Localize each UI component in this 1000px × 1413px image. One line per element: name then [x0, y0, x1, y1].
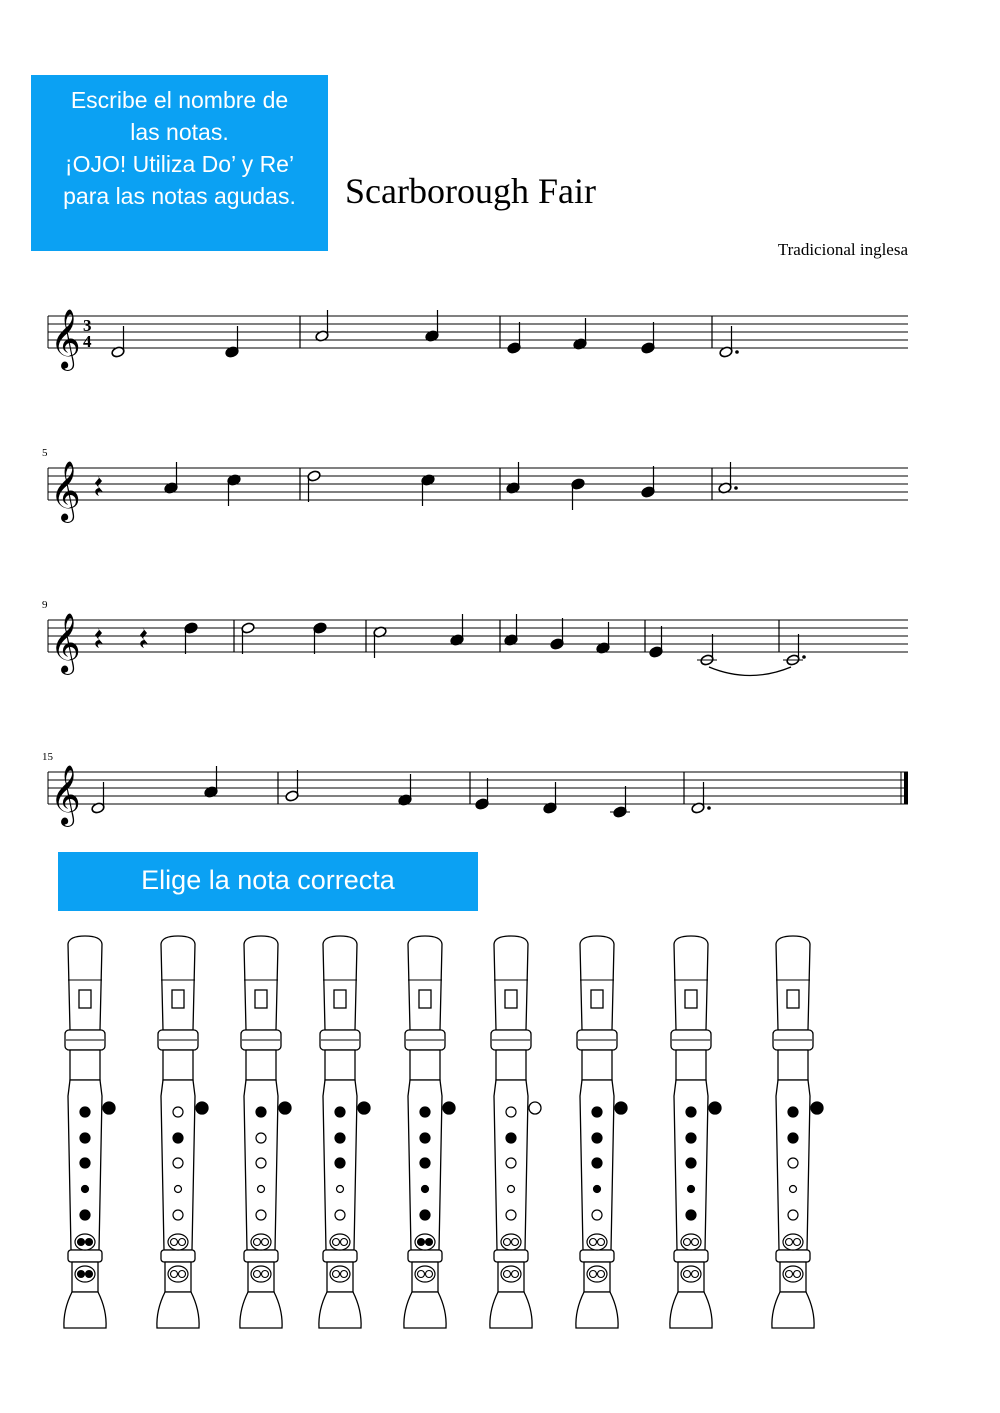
finger-hole [506, 1107, 516, 1117]
finger-hole [256, 1133, 266, 1143]
finger-hole [788, 1133, 798, 1143]
finger-hole [335, 1133, 345, 1143]
recorder-head [674, 936, 708, 1030]
recorder-window [787, 990, 799, 1008]
double-hole [171, 1271, 178, 1278]
double-hole [598, 1239, 605, 1246]
recorder-neck [410, 1050, 440, 1080]
finger-hole [337, 1186, 344, 1193]
double-hole [794, 1271, 801, 1278]
finger-hole [790, 1186, 797, 1193]
finger-hole [258, 1186, 265, 1193]
thumb-hole [279, 1102, 291, 1114]
recorder-neck [325, 1050, 355, 1080]
measure-number: 15 [42, 751, 53, 763]
double-hole [78, 1239, 85, 1246]
thumb-hole [811, 1102, 823, 1114]
recorder-bell [670, 1292, 712, 1328]
recorder-window [591, 990, 603, 1008]
double-hole [512, 1271, 519, 1278]
recorder-head [494, 936, 528, 1030]
finger-hole [686, 1158, 696, 1168]
recorder-neck [582, 1050, 612, 1080]
treble-clef: 𝄞 [50, 461, 81, 521]
double-hole [504, 1239, 511, 1246]
finger-hole [80, 1133, 90, 1143]
recorder-neck [70, 1050, 100, 1080]
choose-note-banner: Elige la nota correcta [58, 852, 478, 911]
double-hole [426, 1239, 433, 1246]
double-hole [684, 1239, 691, 1246]
finger-hole [686, 1133, 696, 1143]
finger-hole [80, 1107, 90, 1117]
finger-hole [594, 1186, 601, 1193]
finger-hole [506, 1158, 516, 1168]
double-hole [254, 1239, 261, 1246]
finger-hole [175, 1186, 182, 1193]
finger-hole [422, 1186, 429, 1193]
recorder-bell [157, 1292, 199, 1328]
double-hole [692, 1239, 699, 1246]
finger-hole [256, 1210, 266, 1220]
recorder-bell [490, 1292, 532, 1328]
double-hole [512, 1239, 519, 1246]
double-hole [333, 1239, 340, 1246]
finger-hole [420, 1107, 430, 1117]
double-hole [78, 1271, 85, 1278]
recorder-neck [778, 1050, 808, 1080]
recorder-joint [674, 1250, 708, 1262]
finger-hole [788, 1158, 798, 1168]
composer-credit: Tradicional inglesa [777, 240, 908, 259]
double-hole [254, 1271, 261, 1278]
recorder-joint [323, 1250, 357, 1262]
recorder-window [79, 990, 91, 1008]
thumb-hole [529, 1102, 541, 1114]
recorder-neck [246, 1050, 276, 1080]
recorder-head [580, 936, 614, 1030]
finger-hole [256, 1158, 266, 1168]
double-hole [590, 1239, 597, 1246]
double-hole [179, 1239, 186, 1246]
double-hole [262, 1239, 269, 1246]
time-signature-top: 3 [83, 316, 92, 335]
finger-hole [688, 1186, 695, 1193]
double-hole [171, 1239, 178, 1246]
recorder-bell [576, 1292, 618, 1328]
thumb-hole [358, 1102, 370, 1114]
finger-hole [82, 1186, 89, 1193]
finger-hole [592, 1107, 602, 1117]
recorder-bell [64, 1292, 106, 1328]
recorder-joint [161, 1250, 195, 1262]
double-hole [794, 1239, 801, 1246]
recorder-bell [772, 1292, 814, 1328]
recorder-joint [580, 1250, 614, 1262]
finger-hole [592, 1158, 602, 1168]
recorder-window [255, 990, 267, 1008]
recorder-head [68, 936, 102, 1030]
double-hole [590, 1271, 597, 1278]
double-hole [333, 1271, 340, 1278]
finger-hole [80, 1210, 90, 1220]
double-hole [262, 1271, 269, 1278]
finger-hole [788, 1107, 798, 1117]
finger-hole [173, 1133, 183, 1143]
recorder-bell [404, 1292, 446, 1328]
thumb-hole [615, 1102, 627, 1114]
recorder-window [172, 990, 184, 1008]
finger-hole [173, 1158, 183, 1168]
recorder-joint [494, 1250, 528, 1262]
thumb-hole [196, 1102, 208, 1114]
finger-hole [506, 1210, 516, 1220]
measure-number: 9 [42, 599, 48, 611]
instruction-line: las notas. [130, 119, 229, 145]
recorder-neck [496, 1050, 526, 1080]
double-hole [786, 1271, 793, 1278]
recorder-head [408, 936, 442, 1030]
recorder-joint [244, 1250, 278, 1262]
instruction-line: para las notas agudas. [63, 183, 296, 209]
double-hole [418, 1271, 425, 1278]
finger-hole [335, 1107, 345, 1117]
thumb-hole [709, 1102, 721, 1114]
recorder-bell [319, 1292, 361, 1328]
treble-clef: 𝄞 [50, 613, 81, 673]
finger-hole [335, 1210, 345, 1220]
finger-hole [592, 1133, 602, 1143]
finger-hole [173, 1210, 183, 1220]
double-hole [86, 1271, 93, 1278]
finger-hole [506, 1133, 516, 1143]
recorder-neck [163, 1050, 193, 1080]
recorder-head [161, 936, 195, 1030]
finger-hole [335, 1158, 345, 1168]
double-hole [692, 1271, 699, 1278]
recorder-head [776, 936, 810, 1030]
finger-hole [686, 1210, 696, 1220]
recorder-joint [408, 1250, 442, 1262]
double-hole [426, 1271, 433, 1278]
recorder-joint [776, 1250, 810, 1262]
finger-hole [80, 1158, 90, 1168]
double-hole [341, 1271, 348, 1278]
double-hole [786, 1239, 793, 1246]
recorder-window [419, 990, 431, 1008]
finger-hole [788, 1210, 798, 1220]
double-hole [86, 1239, 93, 1246]
double-hole [504, 1271, 511, 1278]
thumb-hole [103, 1102, 115, 1114]
measure-number: 5 [42, 447, 48, 459]
double-hole [598, 1271, 605, 1278]
double-hole [341, 1239, 348, 1246]
recorder-neck [676, 1050, 706, 1080]
treble-clef: 𝄞 [50, 765, 81, 825]
finger-hole [686, 1107, 696, 1117]
thumb-hole [443, 1102, 455, 1114]
recorder-head [323, 936, 357, 1030]
double-hole [684, 1271, 691, 1278]
recorder-head [244, 936, 278, 1030]
time-signature-bottom: 4 [83, 332, 92, 351]
finger-hole [420, 1133, 430, 1143]
finger-hole [420, 1158, 430, 1168]
treble-clef: 𝄞 [50, 309, 81, 369]
finger-hole [256, 1107, 266, 1117]
finger-hole [508, 1186, 515, 1193]
score-title: Scarborough Fair [345, 171, 596, 211]
recorder-joint [68, 1250, 102, 1262]
instruction-line: Escribe el nombre de [70, 87, 289, 113]
instruction-line: ¡OJO! Utiliza Do’ y Re’ [64, 151, 295, 177]
finger-hole [173, 1107, 183, 1117]
double-hole [179, 1271, 186, 1278]
recorder-window [334, 990, 346, 1008]
recorder-window [685, 990, 697, 1008]
finger-hole [592, 1210, 602, 1220]
recorder-bell [240, 1292, 282, 1328]
finger-hole [420, 1210, 430, 1220]
double-hole [418, 1239, 425, 1246]
recorder-window [505, 990, 517, 1008]
